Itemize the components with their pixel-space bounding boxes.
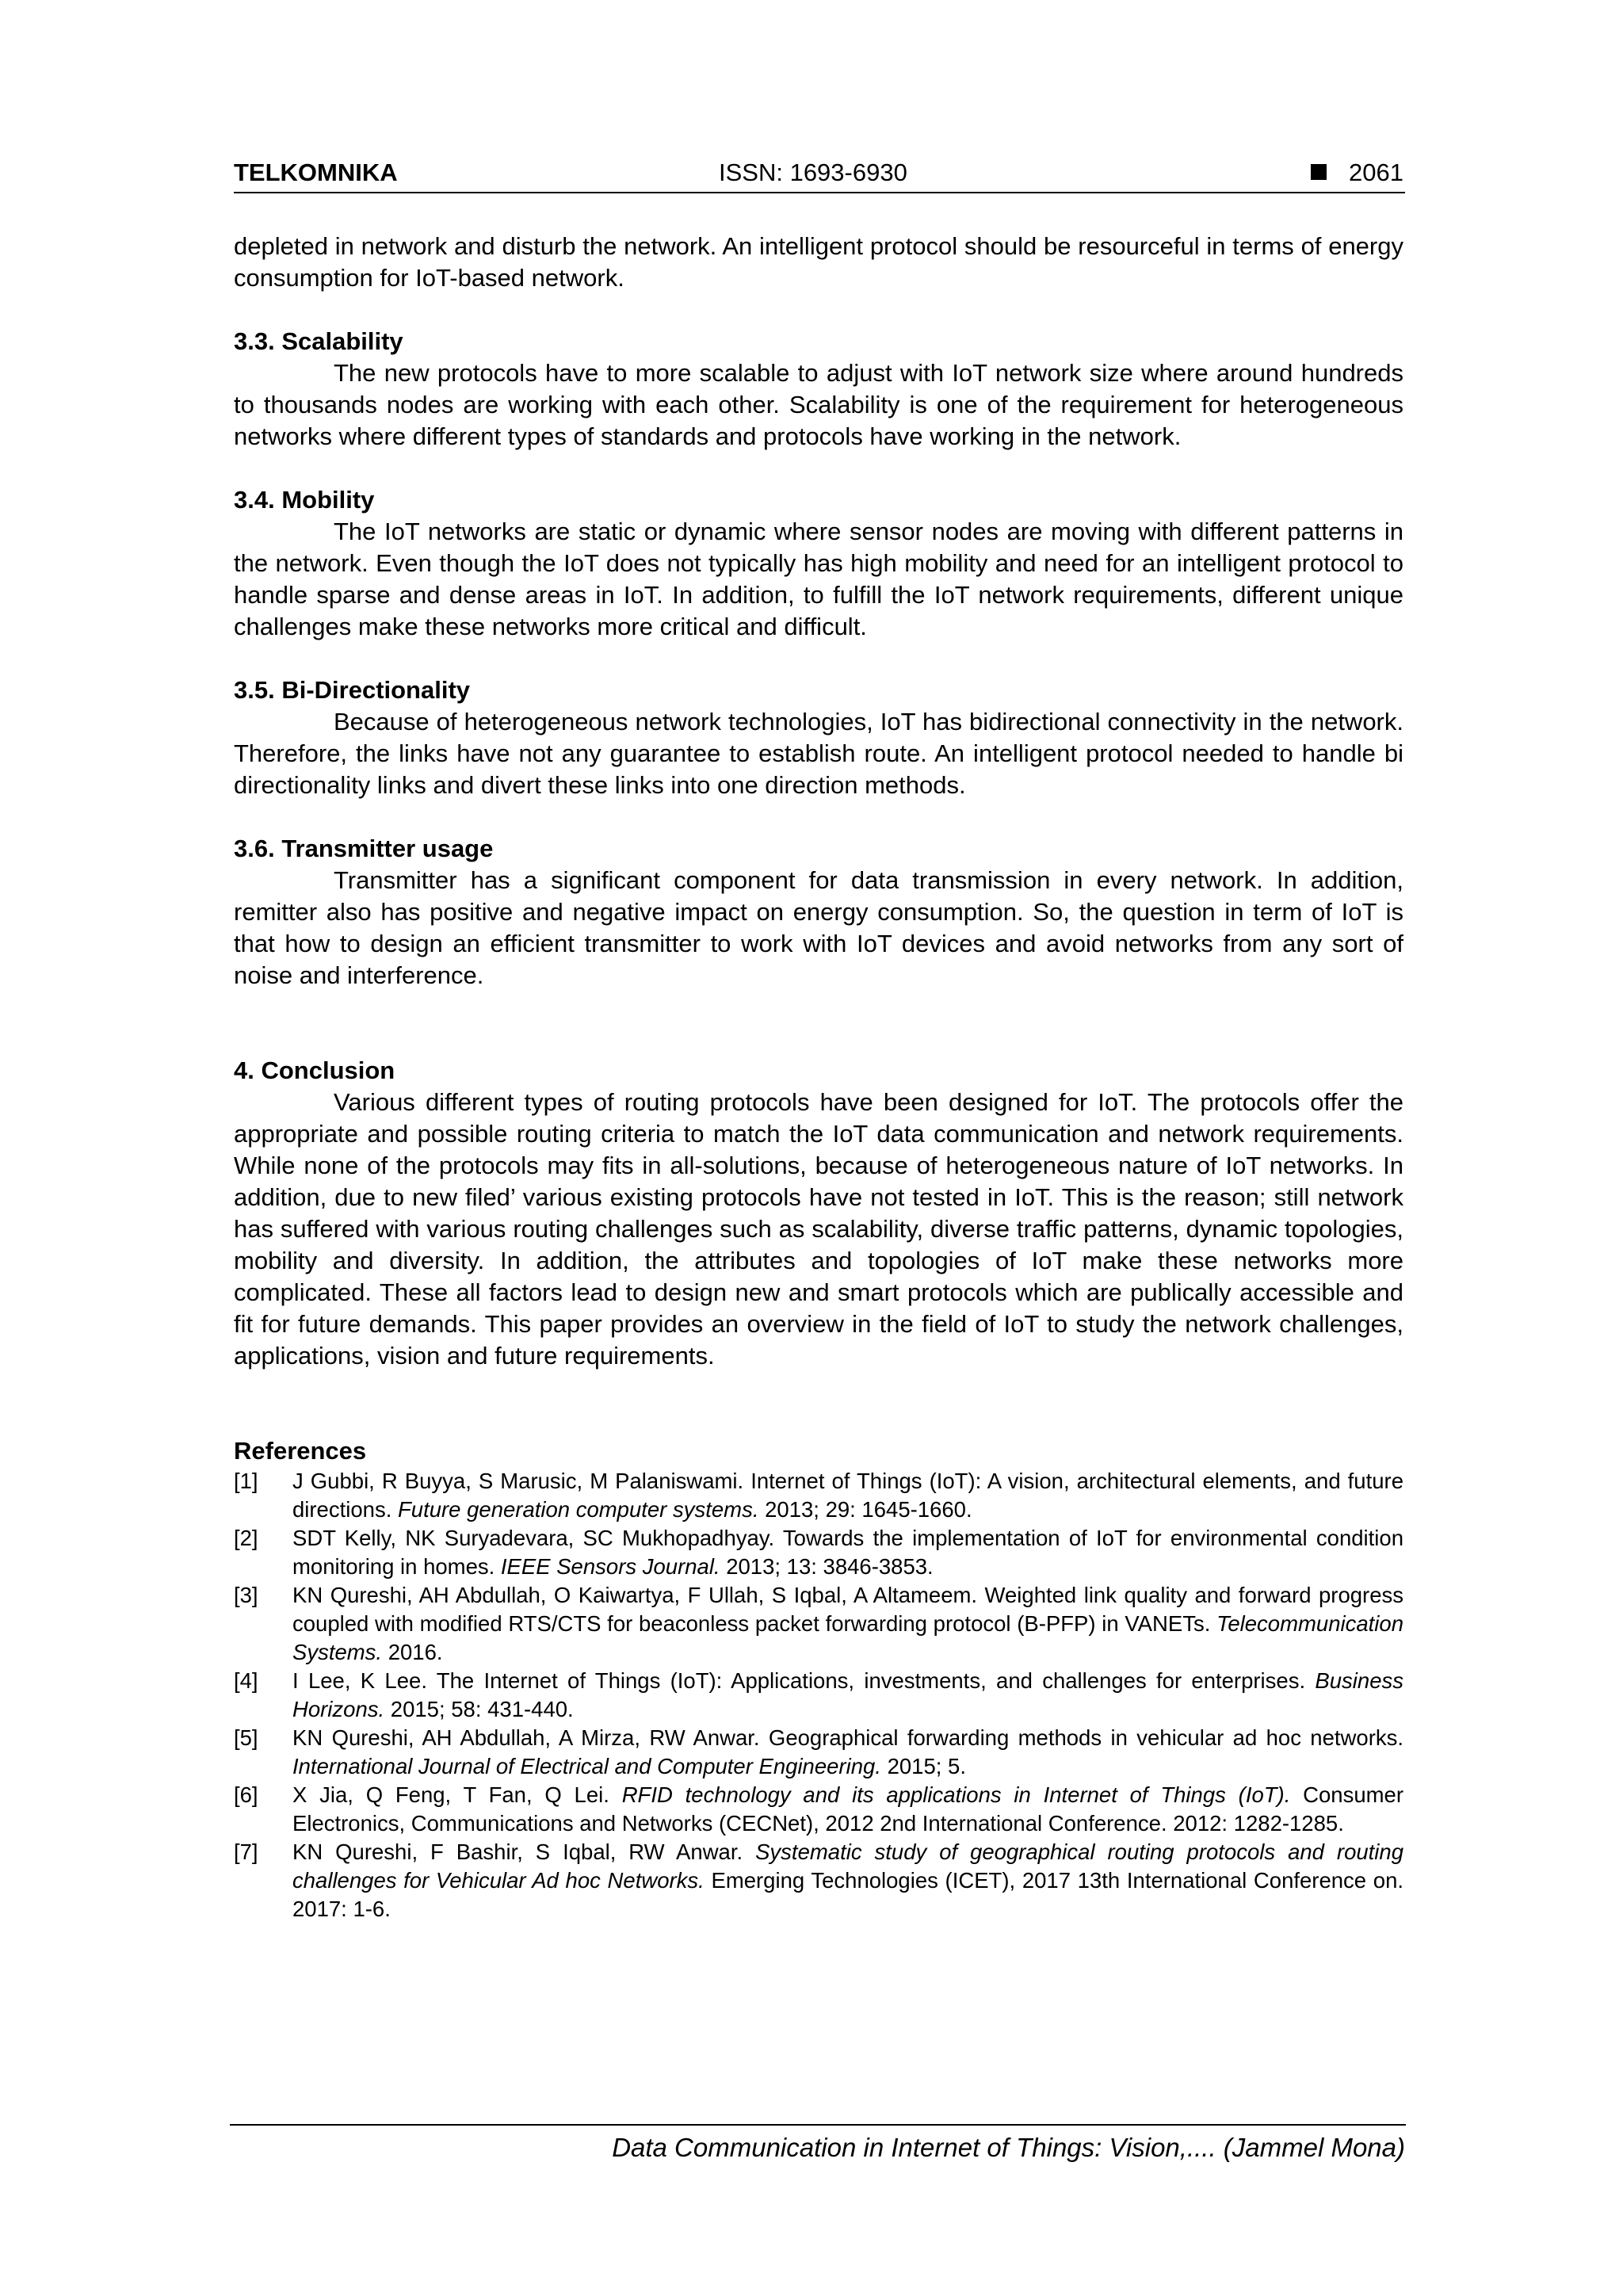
reference-venue: International Journal of Electrical and Computer Engineering. — [292, 1754, 881, 1778]
reference-text — [292, 1581, 1403, 1667]
reference-authors-title: KN Qureshi, AH Abdullah, A Mirza, RW Anwar. Geographical forwarding methods in vehicular ad hoc networks. — [292, 1725, 1403, 1750]
reference-details: 2013; 29: 1645-1660. — [758, 1497, 972, 1522]
reference-number: [4] — [234, 1668, 258, 1693]
section-heading-scalability: 3.3. Scalability — [234, 327, 403, 355]
reference-item — [234, 1667, 1403, 1724]
spacer — [234, 453, 1403, 484]
spacer — [234, 801, 1403, 833]
reference-authors-title: SDT Kelly, NK Suryadevara, SC Mukhopadhyay. Towards the implementation of IoT for environmental condition monitoring in homes. — [292, 1526, 1403, 1579]
section-text-bidirectionality: Because of heterogeneous network technologies, IoT has bidirectional connectivity in the network. Therefore, the links have not any guarantee to establish route. An intelligent protocol needed to handle bi directionality links and divert these links into one direction methods. — [234, 708, 1403, 799]
journal-name: TELKOMNIKA — [234, 159, 398, 186]
section-heading-bidirectionality: 3.5. Bi-Directionality — [234, 676, 471, 704]
section-text-transmitter-usage: Transmitter has a significant component for data transmission in every network. In addition, remitter also has positive and negative impact on energy consumption. So, the question in term of IoT is that how to design an efficient transmitter to work with IoT devices and avoid networks from any sort of noise and interference. — [234, 866, 1403, 989]
reference-authors-title: X Jia, Q Feng, T Fan, Q Lei. — [292, 1782, 622, 1807]
running-header — [234, 157, 1405, 193]
reference-number: [7] — [234, 1839, 258, 1864]
footer-rule — [230, 2124, 1406, 2126]
reference-list — [234, 1467, 1403, 1924]
reference-item — [234, 1524, 1403, 1581]
reference-details: 2015; 5. — [880, 1754, 966, 1778]
reference-text — [292, 1838, 1403, 1924]
running-footer: Data Communication in Internet of Things: Vision,.... (Jammel Mona) — [612, 2133, 1405, 2162]
issn: ISSN: 1693-6930 — [719, 159, 907, 186]
reference-venue: Telecommunication Systems. — [292, 1611, 1403, 1664]
reference-venue: Systematic study of geographical routing protocols and routing challenges for Vehicular Ad hoc Networks. — [292, 1839, 1403, 1893]
page-number-group — [1311, 157, 1403, 189]
reference-item — [234, 1724, 1403, 1781]
reference-authors-title: J Gubbi, R Buyya, S Marusic, M Palaniswami. Internet of Things (IoT): A vision, architectural elements, and future directions. — [292, 1469, 1403, 1522]
reference-details: 2013; 13: 3846-3853. — [720, 1554, 934, 1579]
section-text-scalability: The new protocols have to more scalable to adjust with IoT network size where around hundreds to thousands nodes are working with each other. Scalability is one of the requirement for heterogeneous networks where different types of standards and protocols have working in the network. — [234, 359, 1403, 450]
page-body — [234, 231, 1403, 1924]
reference-number: [6] — [234, 1782, 258, 1807]
reference-number: [5] — [234, 1725, 258, 1750]
reference-item — [234, 1838, 1403, 1924]
references-heading: References — [234, 1437, 367, 1465]
spacer — [234, 991, 1403, 1055]
reference-number: [1] — [234, 1469, 258, 1493]
reference-details: Emerging Technologies (ICET), 2017 13th International Conference on. 2017: 1-6. — [292, 1868, 1403, 1921]
reference-venue: Future generation computer systems. — [397, 1497, 759, 1522]
reference-venue: RFID technology and its applications in Internet of Things (IoT). — [621, 1782, 1291, 1807]
reference-text — [292, 1781, 1403, 1838]
section-heading-mobility: 3.4. Mobility — [234, 486, 375, 514]
section-text-mobility: The IoT networks are static or dynamic where sensor nodes are moving with different patterns in the network. Even though the IoT does not typically has high mobility and need for an intelligent protocol to handle sparse and dense areas in IoT. In addition, to fulfill the IoT network requirements, different unique challenges make these networks more critical and difficult. — [234, 518, 1403, 640]
reference-venue: IEEE Sensors Journal. — [500, 1554, 720, 1579]
reference-number: [2] — [234, 1526, 258, 1550]
page-number: 2061 — [1349, 159, 1403, 186]
spacer — [234, 643, 1403, 674]
reference-details: 2015; 58: 431-440. — [384, 1697, 574, 1721]
reference-item — [234, 1467, 1403, 1524]
reference-text — [292, 1524, 1403, 1581]
reference-item — [234, 1781, 1403, 1838]
reference-text — [292, 1667, 1403, 1724]
section-heading-transmitter-usage: 3.6. Transmitter usage — [234, 835, 494, 862]
spacer — [234, 294, 1403, 326]
reference-details: Consumer Electronics, Communications and Networks (CECNet), 2012 2nd International Conference. 2012: 1282-1285. — [292, 1782, 1403, 1836]
conclusion-heading: 4. Conclusion — [234, 1056, 395, 1084]
intro-paragraph: depleted in network and disturb the network. An intelligent protocol should be resourceful in terms of energy consumption for IoT-based network. — [234, 232, 1403, 292]
reference-authors-title: I Lee, K Lee. The Internet of Things (IoT): Applications, investments, and challenges for enterprises. — [292, 1668, 1316, 1693]
reference-authors-title: KN Qureshi, F Bashir, S Iqbal, RW Anwar. — [292, 1839, 756, 1864]
reference-details: 2016. — [382, 1640, 443, 1664]
reference-venue: Business Horizons. — [292, 1668, 1403, 1721]
reference-text — [292, 1467, 1403, 1524]
reference-authors-title: KN Qureshi, AH Abdullah, O Kaiwartya, F Ullah, S Iqbal, A Altameem. Weighted link quality and forward progress coupled with modified RTS/CTS for beaconless packet forwarding protocol (B-PFP) in VANETs. — [292, 1583, 1403, 1636]
reference-item — [234, 1581, 1403, 1667]
reference-text — [292, 1724, 1403, 1781]
reference-number: [3] — [234, 1583, 258, 1607]
spacer — [234, 1372, 1403, 1435]
conclusion-text: Various different types of routing protocols have been designed for IoT. The protocols offer the appropriate and possible routing criteria to match the IoT data communication and network requirements. While none of the protocols may fits in all-solutions, because of heterogeneous nature of IoT networks. In addition, due to new filed’ various existing protocols have not tested in IoT. This is the reason; still network has suffered with various routing challenges such as scalability, diverse traffic patterns, dynamic topologies, mobility and diversity. In addition, the attributes and topologies of IoT make these networks more complicated. These all factors lead to design new and smart protocols which are publically accessible and fit for future demands. This paper provides an overview in the field of IoT to study the network challenges, applications, vision and future requirements. — [234, 1088, 1403, 1370]
black-square-icon — [1311, 164, 1327, 180]
